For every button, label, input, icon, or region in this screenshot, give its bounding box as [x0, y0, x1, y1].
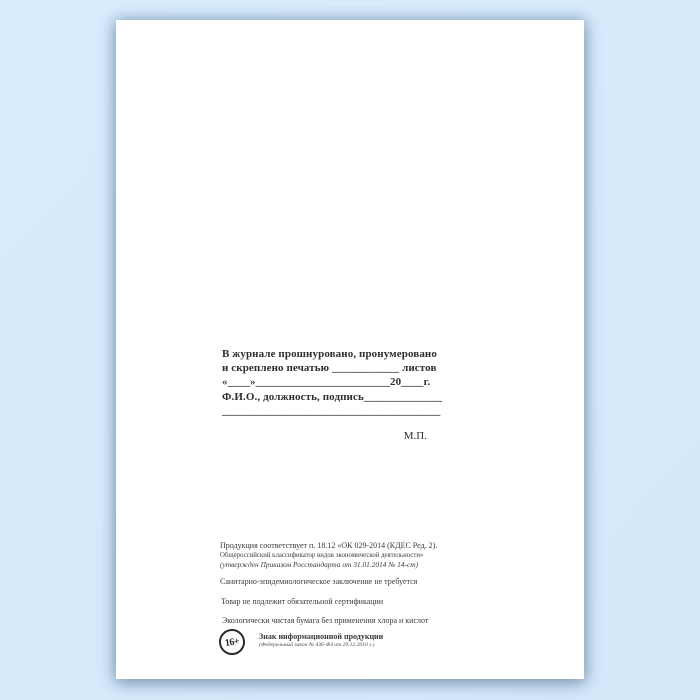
- approval-line: (утвержден Приказом Росстандарта от 31.01.2014 № 14-ст): [220, 560, 419, 569]
- stamp-line-laced: В журнале прошнуровано, пронумеровано: [222, 348, 437, 360]
- age-mark-title: Знак информационной продукции: [259, 632, 384, 641]
- stamp-line-blank: _______________________________________: [222, 404, 441, 417]
- age-mark-law-line: (Федеральный закон № 436-ФЗ от 29.12.2010 г.): [259, 642, 375, 648]
- stamp-line-date: «____»________________________20____г.: [222, 376, 431, 389]
- product-compliance-line: Продукция соответствует п. 18.12 «ОК 029-2014 (КДЕС Ред. 2).: [220, 541, 438, 550]
- age-rating-16plus-icon: [217, 627, 246, 656]
- compliance-block: [220, 541, 470, 569]
- eco-paper-statement: Экологически чистая бумага без применения хлора и кислот: [222, 616, 429, 625]
- seal-placeholder: М.П.: [403, 430, 427, 442]
- sanitary-statement: Санитарно-эпидемиологическое заключение не требуется: [220, 577, 418, 586]
- binding-stamp-block: [222, 347, 452, 418]
- age-mark-block: [259, 632, 383, 649]
- classifier-line: Общероссийский классификатор видов экономической деятельности»: [220, 552, 424, 559]
- age-rating-label: 16+: [224, 635, 240, 649]
- stamp-line-name-position-signature: Ф.И.О., должность, подпись______________: [222, 390, 443, 403]
- stamp-line-sealed-sheets: и скреплено печатью ____________ листов: [222, 362, 437, 375]
- document-page: [116, 20, 584, 679]
- certification-statement: Товар не подлежит обязательной сертификации: [221, 597, 384, 606]
